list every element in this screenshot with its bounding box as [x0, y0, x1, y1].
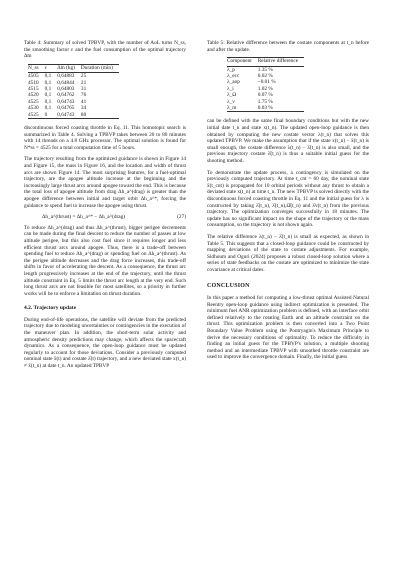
table-cell: λ_p [227, 66, 235, 73]
equation-body: Δh_a^(thrust) = Δh_a^* − Δh_a^(drag) [42, 214, 126, 221]
section-heading: CONCLUSION [207, 282, 250, 289]
table-cell: 4505 [28, 73, 39, 80]
table-cell: 4525 [28, 112, 45, 119]
table-header: Duration (min) [81, 64, 119, 72]
table-cell: 4520 [28, 92, 39, 99]
table-cell: −0.01 % [257, 79, 276, 86]
table-cell: 1.75 % [257, 98, 273, 105]
table-cell: 21 [80, 79, 87, 86]
table5 [227, 57, 304, 112]
table-cell: 0,64765 [57, 105, 75, 112]
paragraph: discontinuous forced coasting throttle in Eq. 11. This homotopic search is summarized in Table 4. Solving a TPBVP takes between 20 to 80 minutes with 14 threads on a 4.8 GHz processor. The optimal solution is found for N*ss = 4525 for a total computation time of 5 hours. [24, 125, 186, 151]
table-cell: 4530 [28, 105, 39, 112]
table-cell: 41 [80, 98, 87, 105]
table-header: ε [45, 64, 58, 72]
table-row [227, 105, 304, 112]
table-cell: 0 [45, 112, 58, 119]
table-cell: 4510 [28, 79, 39, 86]
table-cell: 31 [80, 86, 87, 92]
section-heading: 4.2. Trajectory update [24, 305, 77, 312]
table4-header-row [28, 64, 119, 72]
table-cell: 80 [81, 112, 119, 119]
table-cell: 76 [80, 92, 87, 99]
table-cell: 4525 [28, 98, 39, 105]
table5-header-row [227, 58, 304, 66]
table-cell: 0,1 [44, 73, 52, 80]
table-cell: 0.07 % [257, 92, 273, 99]
paragraph: can be defined with the same final boundary conditions but with the new initial date t_n and state x(t_n). The updated open-loop guidance is then obtained by computing the new costate vector λ(t_n) that solves this updated TPBVP. We make the assumption that if the state x(t_n) − x̄(t_n) is small enough, the costate difference λ(t_n) − λ̄(t_n) is also small, and the previous trajectory costate λ̄(t_n) is thus a suitable initial guess for the shooting method. [207, 118, 369, 164]
table-cell: λ_ecc [227, 73, 240, 79]
table-cell: 0,64803 [57, 86, 75, 92]
table-cell: 0,1 [44, 98, 52, 105]
table-cell: 0,64883 [57, 73, 75, 80]
table-cell: λ_v [227, 98, 235, 105]
table4-caption: Table 4: Summary of solved TPBVP, with the number of AoL turns N_ss, the smoothing factor ε and the fuel consumption of the optimal trajectory Δm [24, 40, 186, 60]
right-column [207, 40, 369, 366]
table4 [28, 64, 119, 119]
paragraph: To demonstrate the update process, a contingency is simulated on the previously computed trajectory. At time t_cnt = 60 day, the nominal state x̄(t_cnt) is propagated for 10 orbital periods without any thrust to obtain a deviated state x(t_n) at time t_n. The new TPBVP is solved directly with the discontinuous forced coasting throttle in Eq. 11 and the initial guess for λ is constructed by taking λ̄(t_n), λ̄(t_n),Ω̄(t_n) and λ̄v(t_n) from the previous trajectory. The optimization converges successfully in 18 minutes. The update has no significant impact on the shape of the trajectory or the mass consumption, so the trajectory is not shown again. [207, 169, 369, 229]
table-cell: 0.02 % [257, 73, 273, 79]
equation [42, 214, 186, 221]
table-row [227, 66, 304, 73]
table-cell: 34 [80, 105, 87, 112]
table-row [28, 73, 119, 80]
paragraph: The trajectory resulting from the optimized guidance is shown in Figure 14 and Figure 15, the mass in Figure 16, and the location and width of thrust arcs are shown Figure 14. The most surprising features, for a fuel-optimal trajectory, are the apogee altitude increase at the beginning and the increasingly large thrust arcs around apogee toward the end. This is because the total loss of apogee altitude from drag Δh_a^(drag) is greater than the apogee difference between initial and target orbit Δh_a^*, forcing the guidance to spend fuel to increase the apogee using thrust. [24, 156, 186, 209]
table-cell: 1.35 % [257, 66, 273, 73]
table-row [28, 112, 119, 119]
table-cell: 0,1 [44, 92, 52, 99]
table-cell: 0,1 [44, 79, 52, 86]
table-cell: 25 [80, 73, 87, 80]
paragraph: To reduce Δh_a^(drag) and thus Δh_a^(thrust), bigger perigee decrements can be made during the final descent to reduce the number of passes at low altitude perigee, but this also cost fuel since it requires longer and less efficient thrust arcs around apogee. Thus, there is a trade-off between spending fuel to reduce Δh_a^(drag) or spending fuel on Δh_a^(thrust). As the perigee altitude decreases and the drag force increases, this trade-off shifts in favor of accelerating the descent. As a consequence, the thrust arc length progressively increases at the end of the trajectory, until the thrust altitude constraint in Eq. 5 limits the thrust arc length at the very end. Such long thrust arcs are not feasible for most satellites, so a priority in further works will be to enforce a limitation on thrust duration. [24, 224, 186, 297]
table-cell: λ_m [227, 105, 258, 112]
table-cell: λ_aop [227, 79, 240, 86]
table-cell: 0,64762 [57, 92, 75, 99]
table-cell: 0,1 [44, 86, 52, 92]
table-cell: 0.03 % [258, 105, 304, 112]
table-cell: λ_i [227, 85, 234, 92]
table-cell: 1.02 % [257, 85, 273, 92]
paragraph: During end-of-life operations, the satellite will deviate from the predicted trajectory due to modeling uncertainties or contingencies in the execution of the maneuver plan. In addition, the short-term solar activity and atmospheric density predictions may change, which affects the spacecraft dynamics. As a consequence, the open-loop guidance must be updated regularly to account for those deviations. Consider a previously computed nominal state x̄(t) and costate λ̄(t) trajectory, and a new deviated state x(t_n) ≠ x̄(t_n) at date t_n. An updated TPBVP [24, 316, 186, 370]
equation-number: (27) [177, 214, 186, 221]
table-header: Relative difference [258, 58, 304, 66]
left-column [24, 40, 186, 375]
table-header: N_ss [28, 64, 45, 72]
paragraph: The relative difference λ(t_n) − λ̄(t_n) is small as expected, as shown in Table 5. This suggests that a closed-loop guidance could be constructed by mapping deviations of the state to costate adjustments. For example, Sidhoum and Oguri (2024) proposes a robust closed-loop solution where a series of state feedbacks on the costate are optimized to minimize the state covariance at critical dates. [207, 233, 369, 273]
table-header: Component [227, 58, 258, 66]
table-cell: 0,64743 [57, 98, 75, 105]
table-cell: 0,64743 [57, 112, 81, 119]
table-cell: 4515 [28, 86, 39, 92]
paragraph: In this paper a method for computing a low-thrust optimal Assisted Natural Reentry open-loop guidance using indirect optimization is presented. The minimum fuel ANR optimization problem is defined, with an interface orbit defined relatively to the rotating Earth and an altitude constraint on the thrust. This optimization problem is then converted into a Two Point Boundary Value Problem using the Pontryagin's Maximum Principle to derive the necessary conditions of optimality. To reduce the difficulty in finding an initial guess for the TPBVP's solution, a multiple shooting method and an intermediate TPBVP with smoothed throttle constraint are used to improve the convergence domain. Finally, the initial guess [207, 295, 369, 361]
table5-caption: Table 5: Relative difference between the costate components at t_n before and after the update. [207, 40, 369, 53]
table-header: Δm (kg) [57, 64, 81, 72]
table-cell: 0,64844 [57, 79, 75, 86]
table-cell: 0,1 [44, 105, 52, 112]
table-cell: λ_Ω [227, 92, 237, 99]
